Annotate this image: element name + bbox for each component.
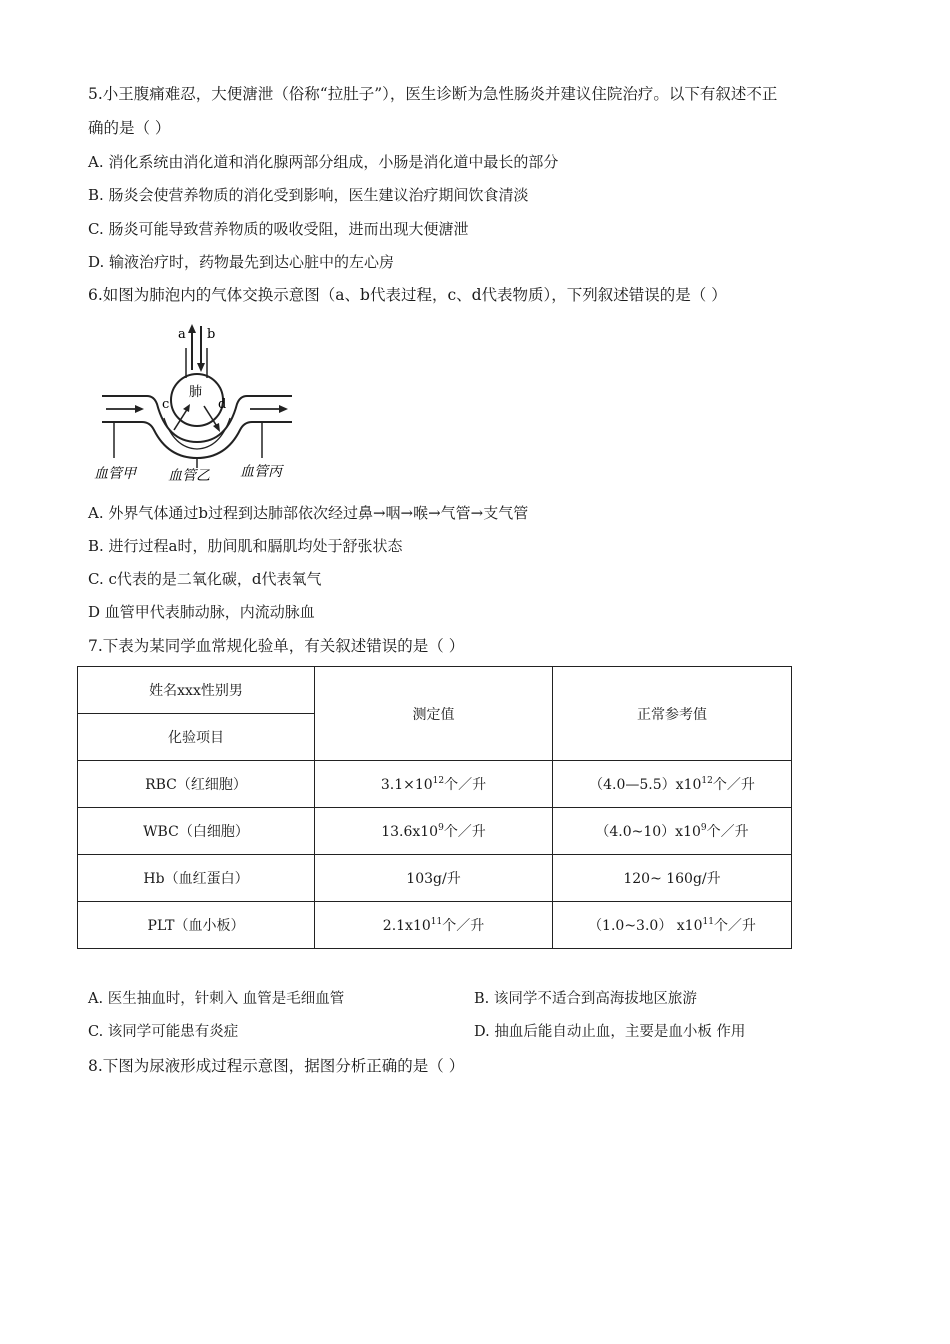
item-cell: WBC（白细胞） (78, 808, 315, 855)
measured-cell: 103g/升 (315, 855, 553, 902)
header-reference-cell: 正常参考值 (553, 667, 792, 761)
label-lung: 肺 (189, 385, 203, 400)
measured-cell: $13.6x10^9$个／升 (315, 808, 553, 855)
header-name-cell: 姓名xxx性别男 (78, 667, 315, 714)
q5-option-a: A. 消化系统由消化道和消化腺两部分组成，小肠是消化道中最长的部分 (88, 153, 559, 171)
q7-stem: 7.下表为某同学血常规化验单，有关叙述错误的是（ ） (88, 637, 465, 655)
header-measured-cell: 测定值 (315, 667, 553, 761)
blood-test-table (77, 666, 792, 949)
q6-option-b: B. 进行过程a时，肋间肌和膈肌均处于舒张状态 (88, 537, 403, 555)
table-row (78, 902, 792, 949)
table-row (78, 855, 792, 902)
reference-cell: $(4.0—5.5)x10^{12}$个／升 (553, 761, 792, 808)
label-d: d (218, 397, 227, 412)
label-vessel-1: 血管甲 (94, 466, 136, 482)
table-header-row (78, 667, 792, 714)
item-cell: PLT（血小板） (78, 902, 315, 949)
label-a: a (178, 327, 186, 342)
alveolus-gas-exchange-diagram (92, 318, 302, 490)
q8-stem: 8.下图为尿液形成过程示意图，据图分析正确的是（ ） (88, 1057, 465, 1075)
q5-option-c: C. 肠炎可能导致营养物质的吸收受阻，进而出现大便溏泄 (88, 220, 469, 238)
q6-option-c: C. c代表的是二氧化碳，d代表氧气 (88, 570, 322, 588)
q7-option-d: D. 抽血后能自动止血，主要是血小板 作用 (474, 1024, 746, 1040)
measured-cell: $2.1x10^{11}$个／升 (315, 902, 553, 949)
header-item-cell: 化验项目 (78, 714, 315, 761)
q5-stem-line2: 确的是（ ） (88, 119, 171, 137)
label-c: c (162, 397, 170, 412)
label-vessel-3: 血管丙 (240, 464, 282, 480)
table-row (78, 808, 792, 855)
measured-cell: $3.1\times 10^{12}$个／升 (315, 761, 553, 808)
reference-cell: 120~ 160g/升 (553, 855, 792, 902)
q6-option-a: A. 外界气体通过b过程到达肺部依次经过鼻→咽→喉→气管→支气管 (88, 504, 529, 522)
reference-cell: $(4.0\sim 10)x10^9$个／升 (553, 808, 792, 855)
q7-option-a: A. 医生抽血时，针刺入 血管是毛细血管 (88, 991, 345, 1007)
table-row (78, 761, 792, 808)
q5-option-d: D. 输液治疗时，药物最先到达心脏中的左心房 (88, 253, 395, 271)
reference-cell: （1.0~3.0） $x10^{11}$个／升 (553, 902, 792, 949)
label-b: b (207, 327, 216, 342)
label-vessel-2: 血管乙 (168, 468, 210, 484)
q5-stem-line1: 5.小王腹痛难忍，大便溏泄（俗称“拉肚子”），医生诊断为急性肠炎并建议住院治疗。以下有叙述不正 (88, 85, 778, 103)
q6-stem: 6.如图为肺泡内的气体交换示意图（a、b代表过程，c、d代表物质），下列叙述错误的是（ ） (88, 286, 727, 304)
item-cell: Hb（血红蛋白） (78, 855, 315, 902)
q7-option-b: B. 该同学不适合到高海拔地区旅游 (474, 991, 697, 1007)
q5-option-b: B. 肠炎会使营养物质的消化受到影响，医生建议治疗期间饮食清淡 (88, 186, 529, 204)
q7-option-c: C. 该同学可能患有炎症 (88, 1024, 239, 1040)
q6-option-d: D 血管甲代表肺动脉，内流动脉血 (88, 603, 315, 621)
item-cell: RBC（红细胞） (78, 761, 315, 808)
